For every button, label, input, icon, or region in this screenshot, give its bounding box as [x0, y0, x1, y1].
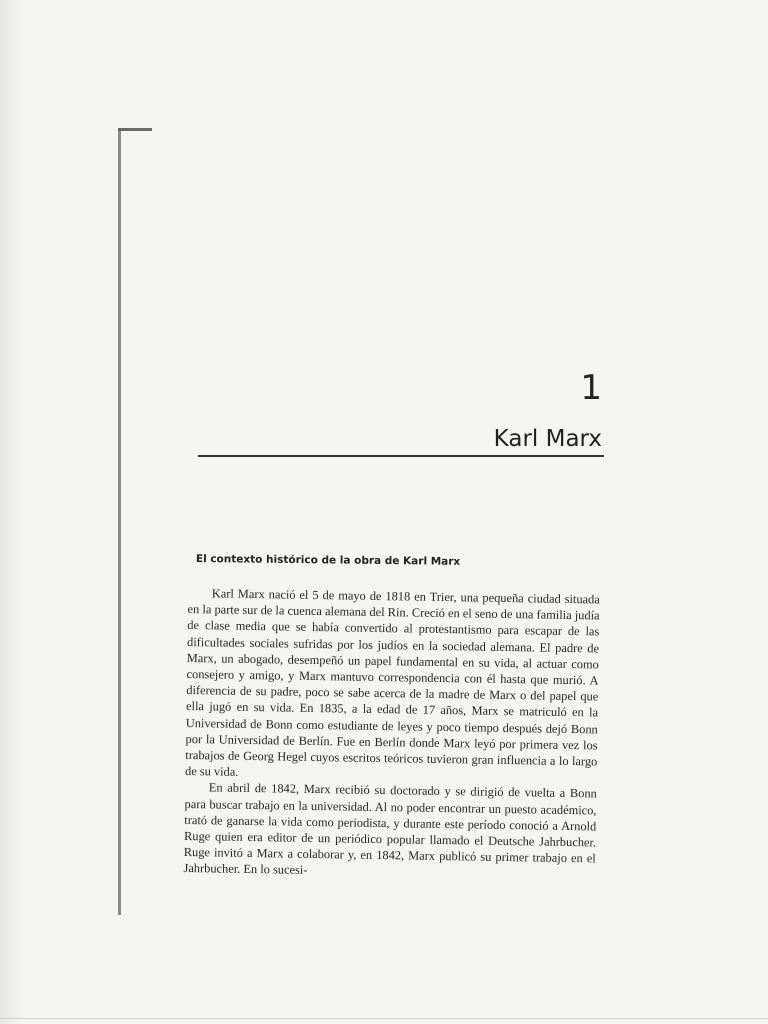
chapter-title: Karl Marx [493, 426, 602, 452]
paragraph-1: Karl Marx nació el 5 de mayo de 1818 en Trier, una pequeña ciudad situada en la parte sur de la cuenca alemana del Rin. Creció en el seno de una familia judía de clase media que se había convertido al protestantismo para escapar de las dificultades sociales sufridas por los judíos en la sociedad alemana. El padre de Marx, un abogado, desempeñó un papel fundamental en su vida, al actuar como consejero y amigo, y Marx mantuvo correspondencia con él hasta que murió. A diferencia de su padre, poco se sabe acerca de la madre de Marx o del papel que ella jugó en su vida. En 1835, a la edad de 17 años, Marx se matriculó en la Universidad de Bonn como estudiante de leyes y poco tiempo después dejó Bonn por la Universidad de Berlín. Fue en Berlín donde Marx leyó por primera vez los trabajos de Georg Hegel cuyos escritos teóricos tuvieron gran influencia a lo largo de su vida. [184, 586, 600, 780]
binding-corner-mark [118, 128, 152, 131]
section-heading: El contexto histórico de la obra de Karl Marx [195, 553, 461, 568]
book-binding-edge [118, 130, 121, 915]
page-left-shadow [0, 0, 22, 1024]
paragraph-2: En abril de 1842, Marx recibió su doctorado y se dirigió de vuelta a Bonn para buscar trabajo en la universidad. Al no poder encontrar un puesto académico, trató de ganarse la vida como periodista, y durante este período conoció a Arnold Ruge quien era editor de un periódico popular llamado el Deutsche Jahrbucher. Ruge invitó a Marx a colaborar y, en 1842, Marx publicó su primer trabajo en el Jahrbucher. En lo sucesi- [183, 780, 597, 878]
body-text [183, 585, 600, 883]
scan-edge-line [0, 1018, 768, 1019]
chapter-number: 1 [580, 368, 602, 408]
title-rule [198, 455, 604, 457]
